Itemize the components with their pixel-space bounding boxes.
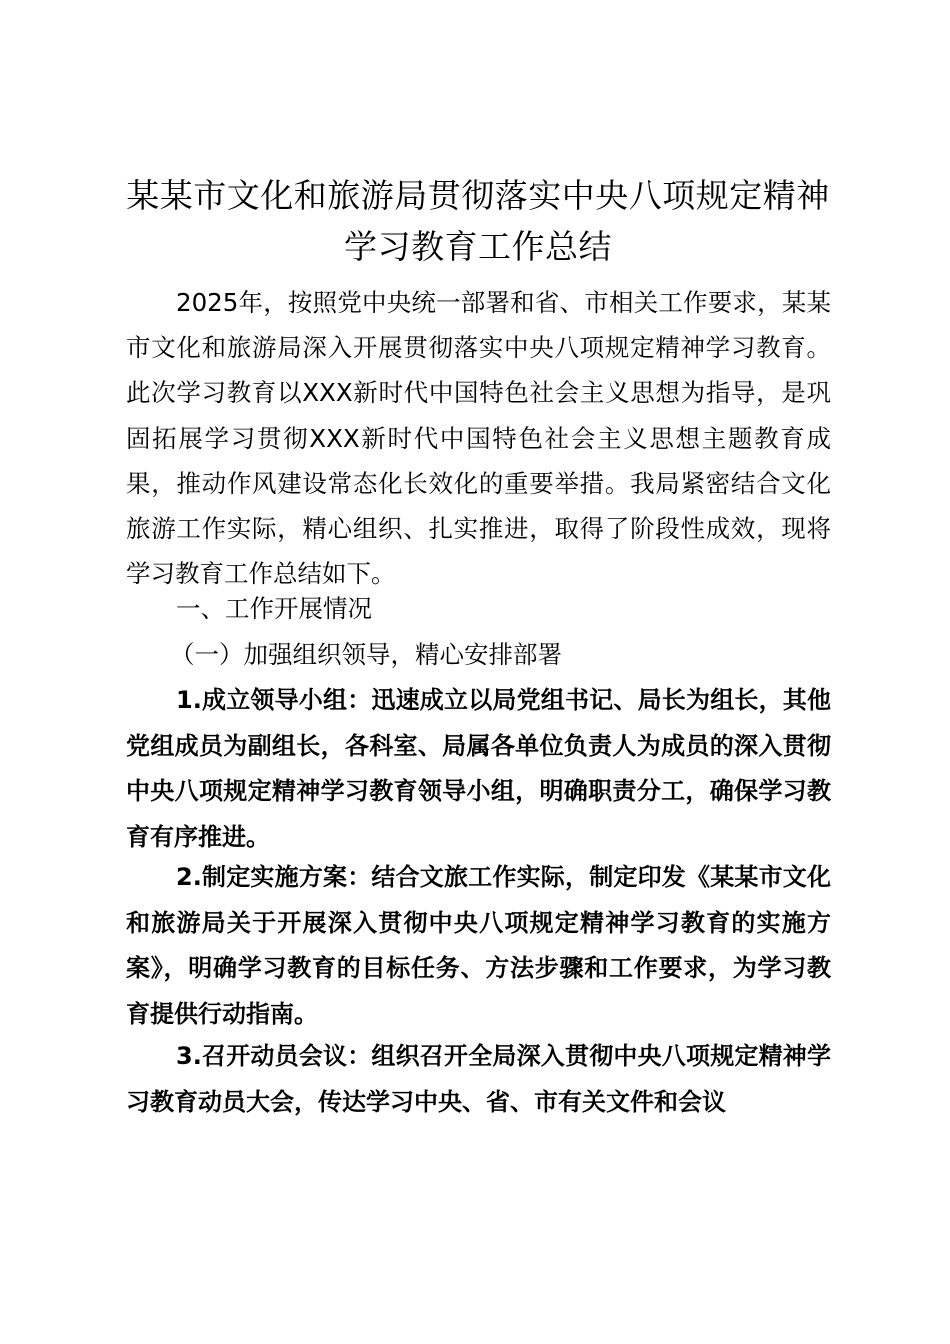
section-heading: 一、工作开展情况: [176, 594, 372, 623]
intro-paragraph: 2025年，按照党中央统一部署和省、市相关工作要求，某某市文化和旅游局深入开展贯彻落实中央八项规定精神学习教育。此次学习教育以XXX新时代中国特色社会主义思想为指导，是巩固拓展学习贯彻XXX新时代中国特色社会主义思想主题教育成果，推动作风建设常态化长效化的重要举措。我局紧密结合文化旅游工作实际，精心组织、扎实推进，取得了阶段性成效，现将学习教育工作总结如下。: [126, 288, 831, 589]
subsection-heading: （一）加强组织领导，精心安排部署: [170, 640, 562, 669]
document-title: 某某市文化和旅游局贯彻落实中央八项规定精神学习教育工作总结: [126, 176, 830, 266]
item-paragraph: 3.召开动员会议：组织召开全局深入贯彻中央八项规定精神学习教育动员大会，传达学习中央、省、市有关文件和会议: [126, 1042, 831, 1116]
item-paragraph: 2.制定实施方案：结合文旅工作实际，制定印发《某某市文化和旅游局关于开展深入贯彻中央八项规定精神学习教育的实施方案》，明确学习教育的目标任务、方法步骤和工作要求，为学习教育提供行动指南。: [126, 863, 831, 1028]
item-paragraph: 1.成立领导小组：迅速成立以局党组书记、局长为组长，其他党组成员为副组长，各科室、局属各单位负责人为成员的深入贯彻中央八项规定精神学习教育领导小组，明确职责分工，确保学习教育有序推进。: [126, 686, 831, 851]
